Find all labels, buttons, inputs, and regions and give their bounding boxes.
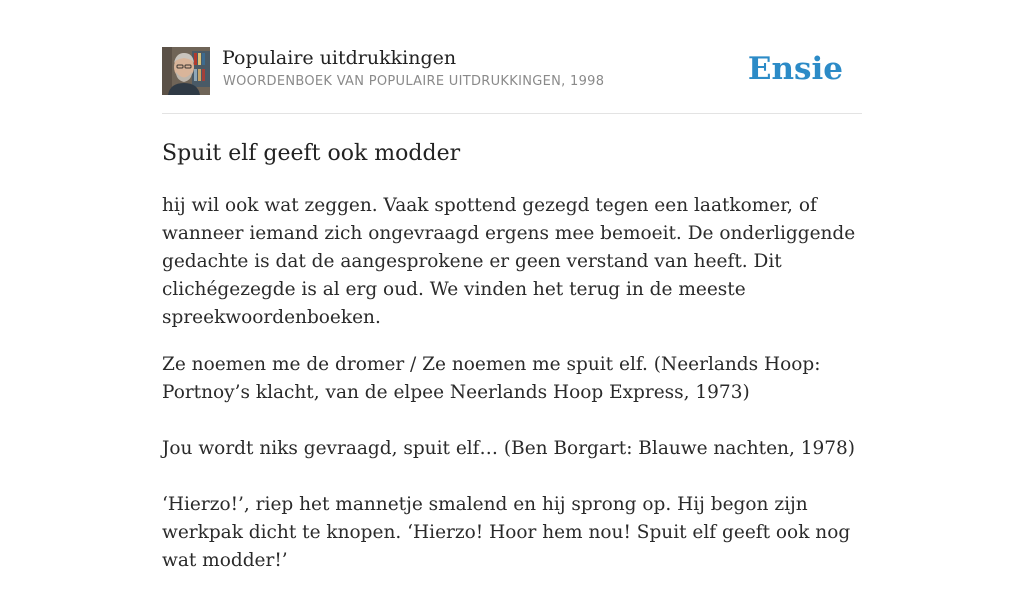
quote-item: Ze noemen me de dromer / Ze noemen me spuit elf. (Neerlands Hoop: Portnoy’s klacht, van de elpee Neerlands Hoop Express, 1973) [162, 354, 821, 403]
ensie-logo[interactable]: Ensie [747, 51, 843, 87]
author-portrait-icon [162, 47, 210, 95]
definition-text: hij wil ook wat zeggen. Vaak spottend gezegd tegen een laatkomer, of wanneer iemand zich ongevraagd ergens mee bemoeit. De onderliggende gedachte is dat de aangesprokene er geen verstand van heeft. Dit clichégezegde is al erg oud. We vinden het terug in de meeste spreekwoordenboeken. [162, 195, 856, 328]
quote-list [162, 351, 862, 575]
entry-term: Spuit elf geeft ook modder [162, 141, 461, 166]
quote-item: ‘Hierzo!’, riep het mannetje smalend en hij sprong op. Hij begon zijn werkpak dicht te knopen. ‘Hierzo! Hoor hem nou! Spuit elf geeft ook nog wat modder!’ [162, 494, 851, 571]
entry-card [162, 46, 862, 603]
source-title[interactable]: Populaire uitdrukkingen [222, 47, 457, 69]
avatar[interactable] [162, 47, 210, 95]
entry-definition [162, 192, 862, 332]
source-subtitle: WOORDENBOEK VAN POPULAIRE UITDRUKKINGEN, 1998 [223, 74, 605, 89]
quote-item: Jou wordt niks gevraagd, spuit elf… (Ben Borgart: Blauwe nachten, 1978) [162, 438, 856, 459]
source-header [162, 46, 862, 114]
